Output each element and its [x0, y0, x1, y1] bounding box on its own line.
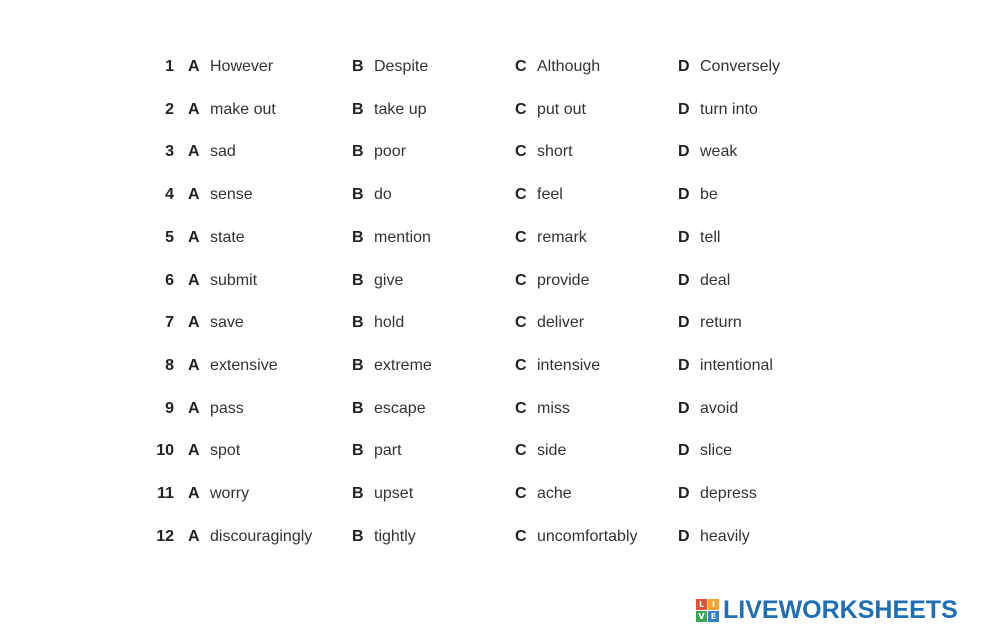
option-b: [352, 308, 404, 338]
option-letter: C: [515, 527, 527, 545]
option-a: [188, 522, 312, 552]
option-text: tightly: [374, 527, 416, 545]
option-text: remark: [537, 228, 587, 246]
option-letter: D: [678, 228, 690, 246]
option-text: deliver: [537, 314, 585, 332]
option-a: [188, 137, 236, 167]
option-b: [352, 394, 426, 424]
logo-tile: L: [696, 599, 707, 610]
option-letter: C: [515, 58, 527, 75]
option-letter: A: [188, 143, 200, 161]
liveworksheets-text: LIVEWORKSHEETS: [723, 595, 958, 624]
option-d: [678, 52, 780, 82]
option-a: [188, 223, 245, 253]
option-letter: C: [515, 100, 527, 118]
option-d: [678, 266, 730, 296]
option-text: hold: [374, 314, 405, 332]
option-letter: D: [678, 485, 690, 502]
liveworksheets-logo-icon: [696, 599, 719, 622]
option-letter: D: [678, 527, 690, 545]
option-b: [352, 522, 416, 552]
option-text: state: [210, 228, 245, 246]
option-letter: D: [678, 186, 690, 204]
option-c: [515, 223, 587, 253]
option-letter: B: [352, 143, 364, 161]
option-letter: B: [352, 399, 364, 417]
option-text: intentional: [700, 356, 773, 374]
option-a: [188, 95, 276, 125]
option-text: tell: [700, 228, 721, 246]
option-letter: C: [515, 271, 527, 289]
option-b: [352, 137, 406, 167]
option-text: Although: [537, 58, 601, 75]
option-d: [678, 436, 732, 466]
option-d: [678, 137, 737, 167]
option-text: ache: [537, 485, 572, 502]
option-d: [678, 308, 742, 338]
question-row: [0, 308, 1000, 338]
option-letter: A: [188, 399, 200, 417]
option-letter: B: [352, 485, 364, 502]
option-text: avoid: [700, 399, 739, 417]
option-text: sad: [210, 143, 236, 161]
question-row: [0, 351, 1000, 381]
option-text: sense: [210, 186, 253, 204]
option-text: deal: [700, 271, 731, 289]
question-number: 3: [165, 143, 174, 161]
question-number: 12: [156, 527, 174, 545]
option-text: weak: [700, 143, 738, 161]
option-b: [352, 266, 403, 296]
question-number: 4: [165, 186, 174, 204]
question-row: [0, 52, 1000, 82]
option-a: [188, 266, 257, 296]
option-a: [188, 52, 273, 82]
option-letter: D: [678, 314, 690, 332]
question-number: 11: [157, 485, 174, 502]
question-number: 8: [165, 356, 174, 374]
option-letter: C: [515, 186, 527, 204]
question-number: 10: [156, 442, 174, 460]
option-d: [678, 522, 750, 552]
option-text: slice: [700, 442, 733, 460]
option-b: [352, 223, 431, 253]
option-text: escape: [374, 399, 426, 417]
option-letter: A: [188, 314, 200, 332]
question-number: 9: [165, 399, 174, 417]
option-letter: B: [352, 186, 364, 204]
question-number: 6: [165, 271, 174, 289]
option-text: discouragingly: [210, 527, 313, 545]
option-text: return: [700, 314, 742, 332]
option-text: turn into: [700, 100, 758, 118]
option-letter: D: [678, 442, 690, 460]
option-letter: B: [352, 271, 364, 289]
option-text: part: [374, 442, 402, 460]
option-letter: A: [188, 186, 200, 204]
option-b: [352, 180, 392, 210]
option-text: intensive: [537, 356, 601, 374]
logo-tile: V: [696, 611, 707, 622]
option-text: feel: [537, 186, 563, 204]
option-letter: B: [352, 100, 364, 118]
option-d: [678, 180, 718, 210]
option-c: [515, 52, 600, 82]
option-d: [678, 394, 738, 424]
option-letter: B: [352, 58, 364, 75]
option-a: [188, 479, 249, 509]
option-letter: D: [678, 356, 690, 374]
option-text: However: [210, 58, 274, 75]
liveworksheets-watermark: [696, 595, 958, 625]
option-text: worry: [210, 485, 250, 502]
question-number: 5: [165, 228, 174, 246]
option-text: side: [537, 442, 567, 460]
option-text: extreme: [374, 356, 432, 374]
option-text: pass: [210, 399, 244, 417]
option-text: depress: [700, 485, 757, 502]
option-c: [515, 95, 586, 125]
option-letter: C: [515, 442, 527, 460]
question-row: [0, 180, 1000, 210]
option-text: Despite: [374, 58, 429, 75]
option-text: give: [374, 271, 404, 289]
option-c: [515, 522, 638, 552]
question-number: 2: [165, 100, 174, 118]
question-row: [0, 223, 1000, 253]
option-c: [515, 180, 563, 210]
question-row: [0, 436, 1000, 466]
option-text: put out: [537, 100, 586, 118]
option-letter: A: [188, 271, 200, 289]
option-letter: B: [352, 442, 364, 460]
option-text: save: [210, 314, 244, 332]
option-letter: A: [188, 527, 200, 545]
option-c: [515, 479, 572, 509]
option-letter: D: [678, 143, 690, 161]
option-letter: C: [515, 356, 527, 374]
option-letter: C: [515, 399, 527, 417]
option-d: [678, 351, 773, 381]
option-c: [515, 137, 573, 167]
option-c: [515, 351, 600, 381]
option-c: [515, 266, 589, 296]
option-text: take up: [374, 100, 427, 118]
option-letter: A: [188, 356, 200, 374]
option-letter: D: [678, 58, 690, 75]
option-text: heavily: [700, 527, 750, 545]
option-b: [352, 436, 402, 466]
question-row: [0, 95, 1000, 125]
option-text: make out: [210, 100, 276, 118]
option-b: [352, 479, 413, 509]
option-letter: B: [352, 314, 364, 332]
question-number: 7: [165, 314, 174, 332]
option-text: upset: [374, 485, 414, 502]
option-text: submit: [210, 271, 258, 289]
option-text: extensive: [210, 356, 278, 374]
question-row: [0, 394, 1000, 424]
option-text: miss: [537, 399, 570, 417]
option-text: do: [374, 186, 392, 204]
option-a: [188, 180, 253, 210]
option-letter: B: [352, 228, 364, 246]
option-letter: B: [352, 527, 364, 545]
option-letter: A: [188, 228, 200, 246]
option-letter: A: [188, 58, 200, 75]
question-row: [0, 266, 1000, 296]
option-letter: D: [678, 100, 690, 118]
option-b: [352, 52, 428, 82]
option-text: be: [700, 186, 718, 204]
option-letter: C: [515, 143, 527, 161]
option-letter: D: [678, 399, 690, 417]
option-text: short: [537, 143, 573, 161]
option-c: [515, 436, 566, 466]
logo-tile: I: [708, 599, 719, 610]
option-text: Conversely: [700, 58, 781, 75]
option-c: [515, 308, 584, 338]
option-letter: A: [188, 442, 200, 460]
question-row: [0, 479, 1000, 509]
option-letter: A: [188, 485, 200, 502]
logo-tile: E: [708, 611, 719, 622]
question-row: [0, 522, 1000, 552]
question-row: [0, 137, 1000, 167]
option-d: [678, 95, 758, 125]
option-c: [515, 394, 570, 424]
option-b: [352, 351, 432, 381]
option-letter: C: [515, 314, 527, 332]
option-a: [188, 394, 244, 424]
option-text: spot: [210, 442, 241, 460]
option-letter: B: [352, 356, 364, 374]
option-text: poor: [374, 143, 407, 161]
option-letter: A: [188, 100, 200, 118]
option-d: [678, 223, 720, 253]
option-a: [188, 351, 278, 381]
option-d: [678, 479, 757, 509]
option-text: provide: [537, 271, 590, 289]
question-number: 1: [165, 58, 174, 75]
option-text: mention: [374, 228, 431, 246]
option-letter: D: [678, 271, 690, 289]
option-a: [188, 436, 240, 466]
option-text: uncomfortably: [537, 527, 638, 545]
option-a: [188, 308, 244, 338]
option-letter: C: [515, 228, 527, 246]
option-b: [352, 95, 426, 125]
option-letter: C: [515, 485, 527, 502]
